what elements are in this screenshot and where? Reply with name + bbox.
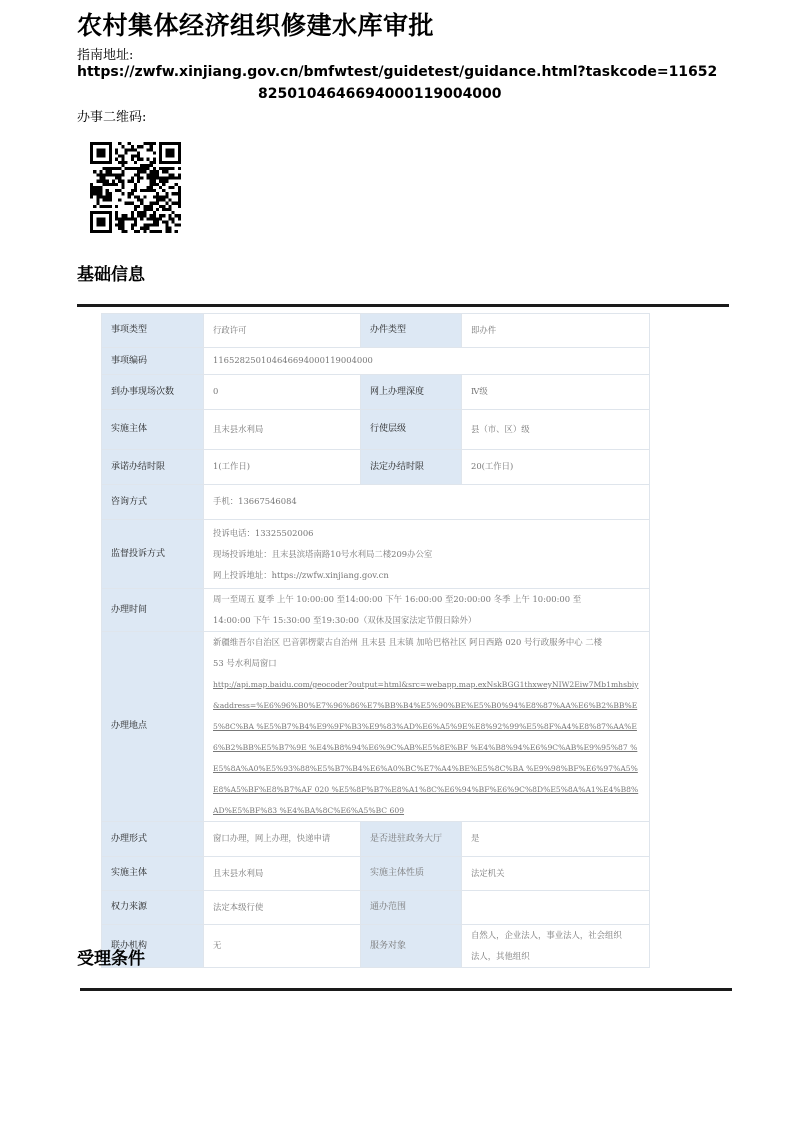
cell-value: 且末县水利局 [204, 857, 361, 891]
table-row [102, 450, 650, 485]
cell-label: 网上办理深度 [361, 375, 462, 410]
cell-label: 办理时间 [102, 589, 204, 632]
table-row [102, 589, 650, 632]
section-title-conditions: 受理条件 [77, 949, 145, 969]
cell-label: 办理形式 [102, 822, 204, 857]
cell-label: 权力来源 [102, 891, 204, 925]
cell-value: 即办件 [462, 314, 650, 348]
cell-value [462, 925, 650, 968]
cell-label: 实施主体性质 [361, 857, 462, 891]
cell-label: 法定办结时限 [361, 450, 462, 485]
cell-value: 是 [462, 822, 650, 857]
cell-value: 1(工作日) [204, 450, 361, 485]
cell-label: 是否进驻政务大厅 [361, 822, 462, 857]
table-row [102, 891, 650, 925]
guide-url-line-2[interactable]: 8250104646694000119004000 [258, 86, 502, 102]
cell-label: 事项类型 [102, 314, 204, 348]
cell-label: 到办事现场次数 [102, 375, 204, 410]
guide-url-line-1[interactable]: https://zwfw.xinjiang.gov.cn/bmfwtest/guidetest/guidance.html?taskcode=11652 [77, 64, 718, 80]
cell-label: 通办范围 [361, 891, 462, 925]
page-title: 农村集体经济组织修建水库审批 [77, 11, 435, 40]
cell-value: 20(工作日) [462, 450, 650, 485]
cell-value: 0 [204, 375, 361, 410]
cell-value: Ⅳ级 [462, 375, 650, 410]
cell-label: 实施主体 [102, 410, 204, 450]
section-title-basic-info: 基础信息 [77, 265, 145, 285]
cell-label: 承诺办结时限 [102, 450, 204, 485]
table-row [102, 632, 650, 822]
cell-value [204, 520, 650, 589]
basic-info-table [101, 313, 650, 968]
table-row [102, 410, 650, 450]
map-link[interactable]: http://api.map.baidu.com/geocoder?output=html&src=webapp.map.exNskBGG1thxweyNIW2Eiw7Mb1mhsbiy&address=%E6%96%B0%E7%96%86%E7%BB%B4%E5%90%BE%E5%B0%94%E8%87%AA%E6%B2%BB%E5%8C%BA %E5%B7%B4%E9%9F%B3%E9%83%AD%E6%A5%9E%E8%92%99%E5%8F%A4%E8%87%AA%E6%B2%BB%E5%B7%9E %E4%B8%94%E6%9C%AB%E5%8E%BF %E4%B8%94%E6%9C%AB%E9%95%87 %E5%8A%A0%E5%93%88%E5%B7%B4%E6%A0%BC%E7%A4%BE%E5%8C%BA %E9%98%BF%E6%97%A5%E8%A5%BF%E8%B7%AF 020 %E5%8F%B7%E8%A1%8C%E6%94%BF%E6%9C%8D%E5%8A%A1%E4%B8%AD%E5%BF%83 %E4%BA%8C%E6%A5%BC 609 [213, 680, 639, 815]
guide-address-label: 指南地址: [77, 48, 134, 63]
cell-label: 咨询方式 [102, 485, 204, 520]
complaint-phone: 投诉电话：13325502006 [213, 527, 314, 538]
cell-label: 办件类型 [361, 314, 462, 348]
cell-value [204, 589, 650, 632]
cell-label: 监督投诉方式 [102, 520, 204, 589]
table-row [102, 314, 650, 348]
cell-label: 事项编码 [102, 348, 204, 375]
complaint-online-address: 网上投诉地址：https://zwfw.xinjiang.gov.cn [213, 569, 389, 580]
time-line: 14:00:00 下午 15:30:00 至19:30:00（双休及国家法定节假日除外） [213, 615, 477, 625]
cell-value [204, 632, 650, 822]
qr-code-label: 办事二维码: [77, 110, 147, 125]
cell-value: 无 [204, 925, 361, 968]
cell-value: 窗口办理，网上办理，快递申请 [204, 822, 361, 857]
table-row [102, 520, 650, 589]
cell-label: 实施主体 [102, 857, 204, 891]
cell-value: 行政许可 [204, 314, 361, 348]
cell-value: 县（市、区）级 [462, 410, 650, 450]
complaint-onsite-address: 现场投诉地址：且末县滨塔南路10号水利局二楼209办公室 [213, 548, 433, 559]
cell-label: 行使层级 [361, 410, 462, 450]
table-row [102, 485, 650, 520]
table-row [102, 857, 650, 891]
cell-value: 11652825010464669400011900400​0 [204, 348, 650, 375]
cell-label: 联办机构 [102, 925, 204, 968]
time-line: 周一至周五 夏季 上午 10:00:00 至14:00:00 下午 16:00:00 至20:00:00 冬季 上午 10:00:00 至 [213, 594, 582, 604]
target-line: 自然人，企业法人，事业法人，社会组织 [471, 930, 622, 940]
cell-label: 服务对象 [361, 925, 462, 968]
cell-value: 法定本级行使 [204, 891, 361, 925]
table-row [102, 348, 650, 375]
target-line: 法人，其他组织 [471, 951, 530, 961]
cell-value: 且末县水利局 [204, 410, 361, 450]
cell-value: 手机：13667546084 [204, 485, 650, 520]
cell-label: 办理地点 [102, 632, 204, 822]
address-line: 53 号水利局窗口 [213, 658, 277, 668]
cell-value: 法定机关 [462, 857, 650, 891]
address-line: 新疆维吾尔自治区 巴音郭楞蒙古自治州 且末县 且末镇 加哈巴格社区 阿日西路 020 号行政服务中心 二楼 [213, 637, 603, 647]
table-row [102, 822, 650, 857]
section-divider [77, 304, 729, 307]
cell-value [462, 891, 650, 925]
table-row [102, 375, 650, 410]
section-divider [80, 988, 732, 991]
table-row [102, 925, 650, 968]
qr-code [90, 142, 181, 233]
